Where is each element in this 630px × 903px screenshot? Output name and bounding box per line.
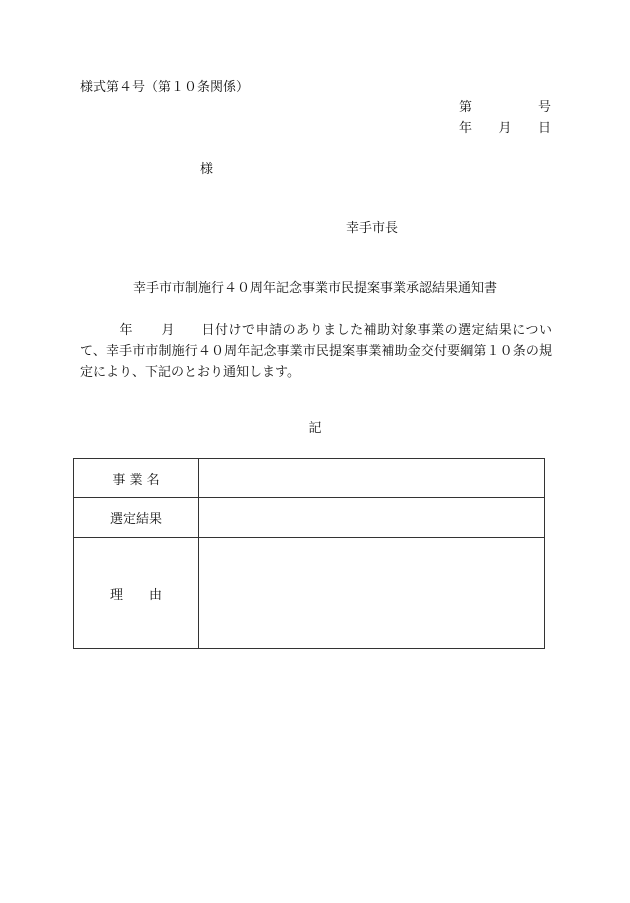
number-prefix: 第 [459,100,473,115]
reason-label-cell [74,538,199,649]
reason-cell [199,538,545,649]
document-number-line [459,100,551,116]
date-day: 日 [537,121,551,136]
body-paragraph [80,320,552,383]
result-table [73,458,545,649]
date-year: 年 [459,121,473,136]
addressee-honorific: 様 [200,162,214,177]
selection-result-cell [199,498,545,538]
issuer-name: 幸手市長 [346,221,399,236]
project-name-cell [199,459,545,498]
document-date-line [459,121,551,137]
project-name-label: 事 業 名 [74,459,199,498]
ki-heading: 記 [308,421,322,436]
table-row-selection-result [74,498,545,538]
reason-char-2: 由 [148,587,162,603]
body-month: 月 [161,323,176,338]
body-text: 日付けで申請のありました補助対象事業の選定結果について、幸手市市制施行４０周年記念事業市民提案事業補助金交付要綱第１０条の規定により、下記のとおり通知します。 [80,323,552,380]
reason-char-1: 理 [110,587,124,603]
date-month: 月 [498,121,512,136]
document-title: 幸手市市制施行４０周年記念事業市民提案事業承認結果通知書 [132,281,497,296]
form-number-label: 様式第４号（第１０条関係） [80,80,250,95]
number-suffix: 号 [537,100,551,115]
table-row-reason [74,538,545,649]
reason-label [110,584,162,603]
body-year: 年 [119,323,134,338]
selection-result-label: 選定結果 [74,498,199,538]
table-row-project-name [74,459,545,498]
